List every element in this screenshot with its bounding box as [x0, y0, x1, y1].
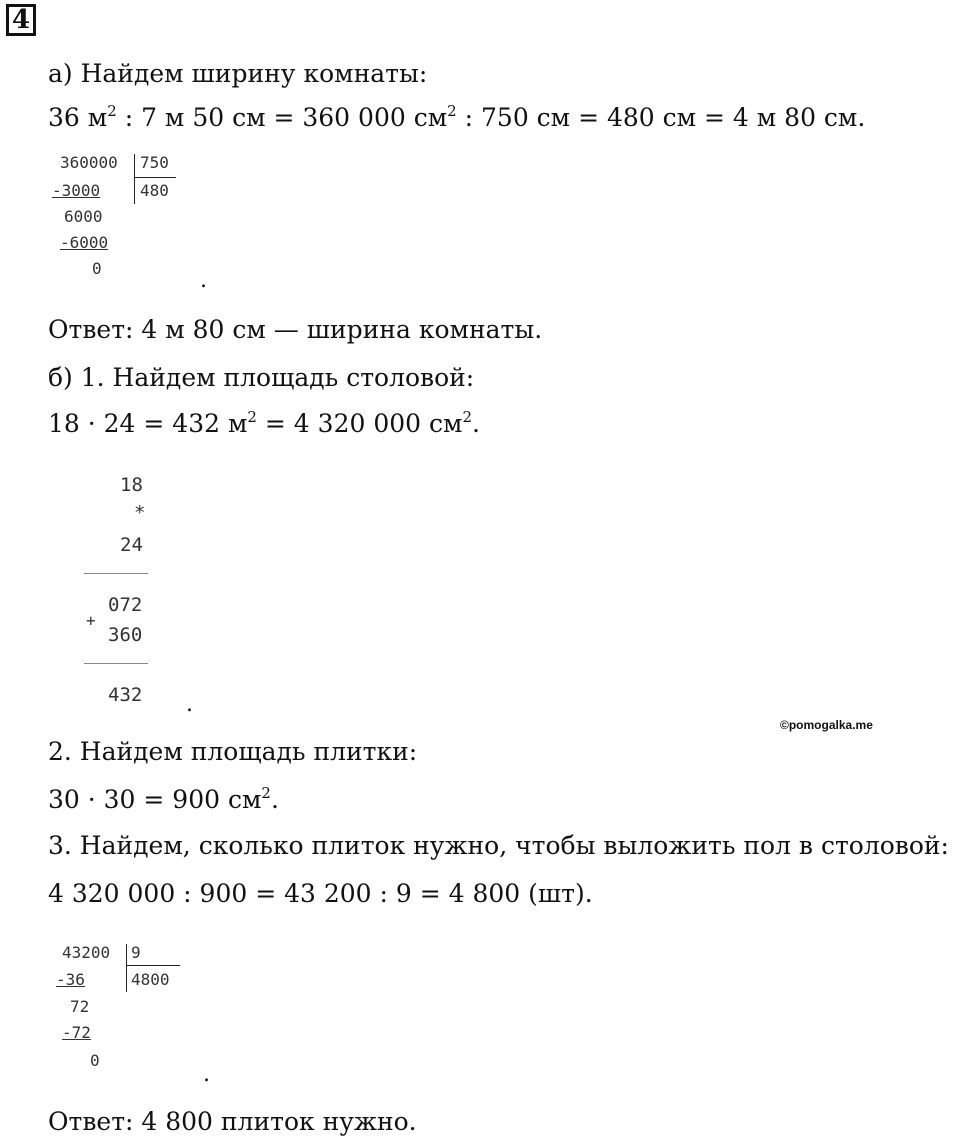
division-remainder: 0: [92, 259, 102, 278]
division-step: 6000: [64, 207, 103, 226]
partial-product: 360: [108, 624, 143, 646]
dot: .: [203, 1062, 210, 1087]
division-step: -72: [62, 1023, 91, 1042]
factor: 18: [120, 474, 143, 496]
part-a-equation: 36 $м^2$ : 7 м 50 см = 360 000 $см^2$ : 750 см = 480 см = 4 м 80 см.: [48, 102, 866, 132]
task-number-badge: 4: [6, 4, 36, 36]
part-a-heading: а) Найдем ширину комнаты:: [48, 59, 428, 88]
division-quotient: 480: [140, 181, 169, 200]
product-result: 432: [108, 684, 143, 706]
division-step: -36: [56, 970, 85, 989]
step3-equation: 4 320 000 : 900 = 43 200 : 9 = 4 800 (шт).: [48, 879, 593, 908]
division-quotient: 4800: [131, 970, 170, 989]
division-divisor: 9: [131, 943, 141, 962]
part-a-answer: Ответ: 4 м 80 см — ширина комнаты.: [48, 315, 543, 344]
division-dividend: 43200: [62, 943, 111, 962]
part-b-heading: б) 1. Найдем площадь столовой:: [48, 363, 475, 392]
division-step: -3000: [52, 181, 101, 200]
dot: .: [186, 692, 193, 717]
division-step: 72: [70, 997, 90, 1016]
dot: .: [200, 268, 207, 293]
division-dividend: 360000: [60, 153, 118, 172]
part-b-answer: Ответ: 4 800 плиток нужно.: [48, 1107, 417, 1136]
step3-heading: 3. Найдем, сколько плиток нужно, чтобы выложить пол в столовой:: [48, 831, 949, 860]
partial-product: 072: [108, 594, 143, 616]
step2-heading: 2. Найдем площадь плитки:: [48, 737, 418, 766]
division-step: -6000: [60, 233, 109, 252]
division-divisor: 750: [140, 153, 169, 172]
step2-equation: 30 · 30 = 900 $см^2$.: [48, 784, 279, 814]
plus-sign: +: [86, 611, 96, 630]
multiply-sign: *: [134, 502, 146, 524]
factor: 24: [120, 534, 143, 556]
division-remainder: 0: [90, 1051, 100, 1070]
watermark: ©pomogalka.me: [780, 718, 873, 732]
part-b-equation: 18 · 24 = 432 $м^2 = 4$ 320 000 $см^2$.: [48, 408, 480, 438]
